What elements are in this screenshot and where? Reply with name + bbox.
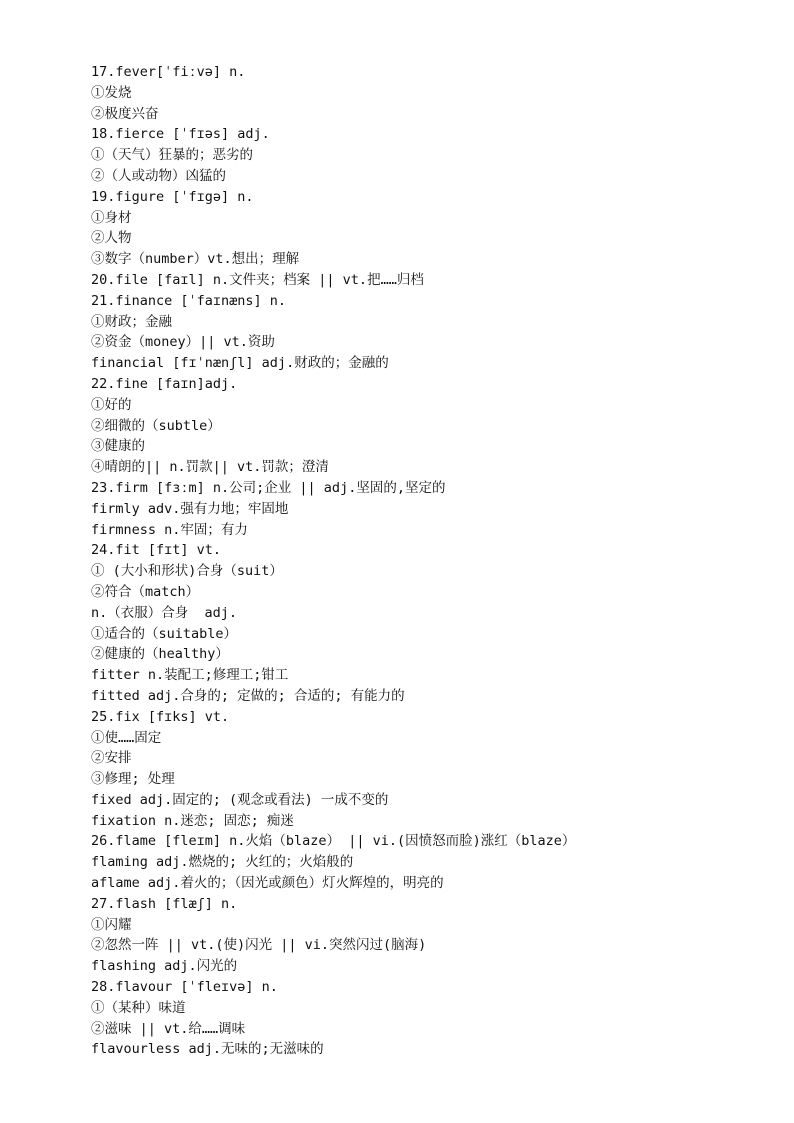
text-line: ②安排 — [91, 750, 132, 767]
text-line: ①好的 — [91, 396, 132, 413]
text-line: 25.fix [fɪks] vt. — [91, 708, 230, 725]
text-line: firmness n.牢固；有力 — [91, 521, 248, 538]
text-line: ③数字（number）vt.想出；理解 — [91, 251, 300, 268]
text-line: ①使……固定 — [91, 729, 162, 746]
text-line: aflame adj.着火的；（因光或颜色）灯火辉煌的，明亮的 — [91, 875, 444, 892]
text-line: flaming adj.燃烧的; 火红的；火焰般的 — [91, 854, 354, 871]
text-line: ④晴朗的|| n.罚款|| vt.罚款；澄清 — [91, 459, 329, 476]
text-line: ③修理; 处理 — [91, 771, 175, 788]
text-line: 24.fit [fɪt] vt. — [91, 542, 222, 559]
text-line: flashing adj.闪光的 — [91, 958, 238, 975]
text-line: ①适合的（suitable） — [91, 625, 238, 642]
text-line: 18.fierce [ˈfɪəs] adj. — [91, 126, 270, 143]
text-line: 20.file [faɪl] n.文件夹；档案 || vt.把……归档 — [91, 271, 424, 288]
text-line: ①（天气）狂暴的；恶劣的 — [91, 147, 253, 164]
text-line: ①发烧 — [91, 84, 132, 101]
text-line: ①闪耀 — [91, 916, 132, 933]
text-line: ① (大小和形状)合身（suit） — [91, 563, 283, 580]
text-line: ①（某种）味道 — [91, 999, 186, 1016]
text-line: ②忽然一阵 || vt.(使)闪光 || vi.突然闪过(脑海) — [91, 937, 427, 954]
text-line: ②极度兴奋 — [91, 105, 159, 122]
text-line: firmly adv.强有力地；牢固地 — [91, 500, 289, 517]
text-line: ②细微的（subtle） — [91, 417, 221, 434]
text-line: ①身材 — [91, 209, 132, 226]
text-line: 19.figure [ˈfɪgə] n. — [91, 188, 254, 205]
text-line: 27.flash [flæʃ] n. — [91, 895, 238, 912]
text-line: financial [fɪˈnænʃl] adj.财政的；金融的 — [91, 355, 389, 372]
text-line: 23.firm [fɜːm] n.公司;企业 || adj.坚固的,坚定的 — [91, 479, 446, 496]
text-line: 21.finance [ˈfaɪnæns] n. — [91, 292, 287, 309]
text-line: fitted adj.合身的; 定做的; 合适的; 有能力的 — [91, 687, 405, 704]
text-line: ①财政；金融 — [91, 313, 172, 330]
text-line: flavourless adj.无味的;无滋味的 — [91, 1041, 324, 1058]
text-line: ③健康的 — [91, 438, 145, 455]
text-line: fixation n.迷恋; 固恋; 痴迷 — [91, 812, 294, 829]
text-line: 28.flavour [ˈfleɪvə] n. — [91, 979, 278, 996]
text-line: ②资金（money）|| vt.资助 — [91, 334, 275, 351]
text-line: ②符合（match） — [91, 583, 200, 600]
text-line: 17.fever[ˈfiːvə] n. — [91, 64, 246, 80]
text-line: ②健康的（healthy） — [91, 646, 229, 663]
text-line: fixed adj.固定的; (观念或看法) 一成不变的 — [91, 791, 389, 808]
text-line: fitter n.装配工;修理工;钳工 — [91, 667, 289, 684]
text-line: ②人物 — [91, 230, 132, 247]
text-line: 26.flame [fleɪm] n.火焰（blaze） || vi.(因愤怒而脸)涨红（blaze） — [91, 833, 576, 850]
text-line: ②滋味 || vt.给……调味 — [91, 1020, 246, 1037]
text-line: n.（衣服）合身 adj. — [91, 604, 238, 621]
text-line: ②（人或动物）凶猛的 — [91, 167, 226, 184]
vocabulary-list — [91, 62, 771, 1060]
text-line: 22.fine [faɪn]adj. — [91, 375, 238, 392]
